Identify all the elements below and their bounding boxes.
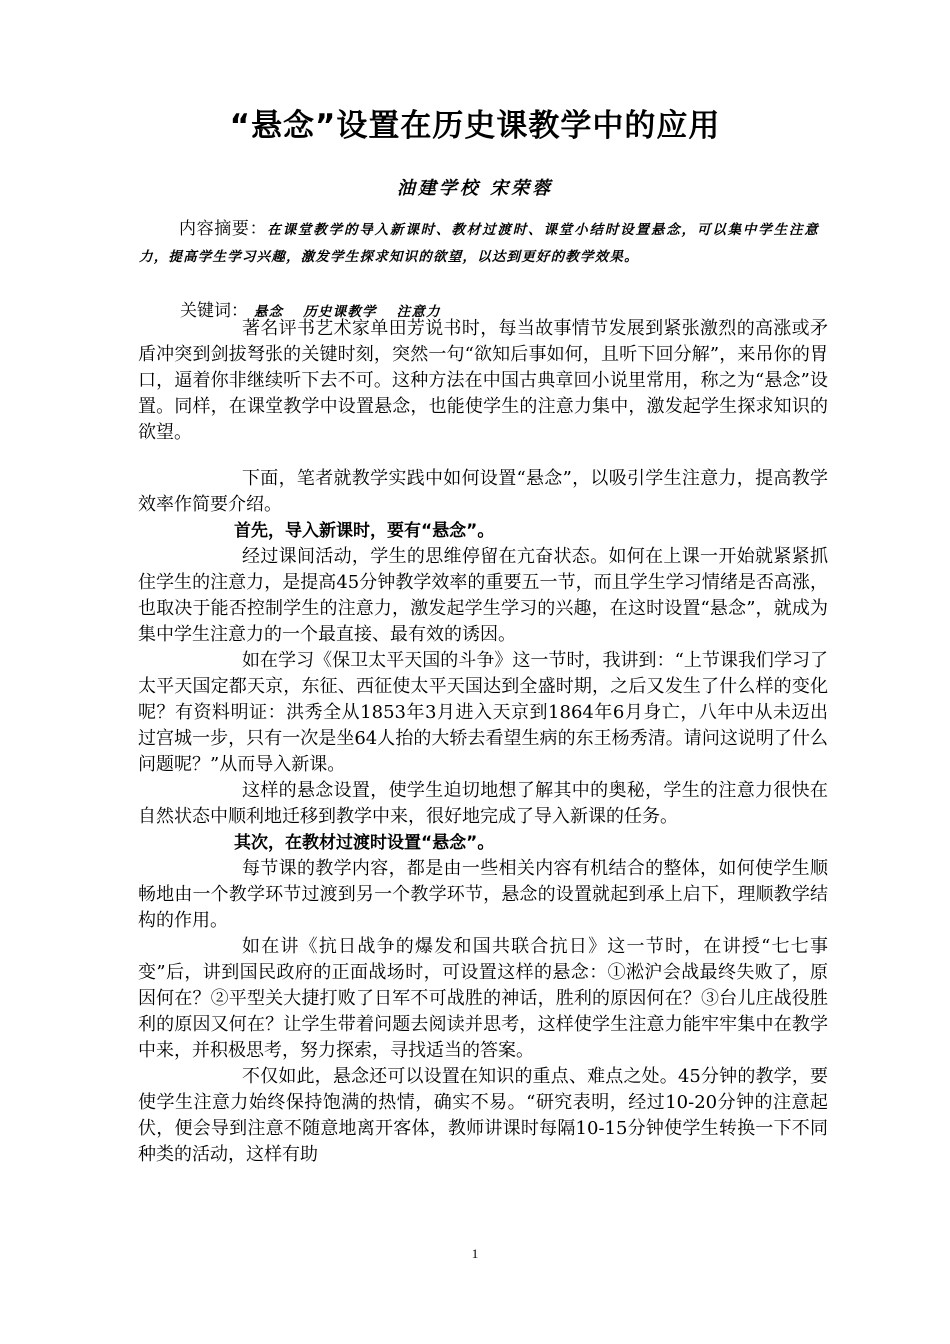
keyword-item: 悬念 xyxy=(253,304,284,320)
document-title: “悬念”设置在历史课教学中的应用 xyxy=(229,108,721,144)
keyword-item: 历史课教学 xyxy=(303,304,377,320)
keyword-item: 注意力 xyxy=(396,304,441,320)
paragraph: 下面，笔者就教学实践中如何设置“悬念”，以吸引学生注意力，提高教学效率作简要介绍。 xyxy=(138,468,828,515)
paragraph: 经过课间活动，学生的思维停留在亢奋状态。如何在上课一开始就紧紧抓住学生的注意力，是提高45分钟教学效率的重要五一节，而且学生学习情绪是否高涨，也取决于能否控制学生的注意力，激发起学生学习的兴趣，在这时设置“悬念”，就成为集中学生注意力的一个最直接、最有效的诱因。 xyxy=(138,546,828,645)
keywords-label: 关键词： xyxy=(180,301,248,321)
abstract xyxy=(139,216,819,271)
page-number: 1 xyxy=(471,1246,479,1261)
paragraph: 这样的悬念设置，使学生迫切地想了解其中的奥秘，学生的注意力很快在自然状态中顺利地迁移到教学中来，很好地完成了导入新课的任务。 xyxy=(138,780,828,827)
abstract-text: 在课堂教学的导入新课时、教材过渡时、课堂小结时设置悬念，可以集中学生注意力，提高学生学习兴趣，激发学生探求知识的欲望，以达到更好的教学效果。 xyxy=(139,222,820,265)
section-heading: 其次，在教材过渡时设置“悬念”。 xyxy=(234,833,495,853)
body-text xyxy=(138,316,828,1168)
paragraph: 著名评书艺术家单田芳说书时，每当故事情节发展到紧张激烈的高涨或矛盾冲突到剑拔弩张的关键时刻，突然一句“欲知后事如何，且听下回分解”，来吊你的胃口，逼着你非继续听下去不可。这种方法在中国古典章回小说里常用，称之为“悬念”设置。同样，在课堂教学中设置悬念，也能使学生的注意力集中，激发起学生探求知识的欲望。 xyxy=(138,318,828,443)
section-heading: 首先，导入新课时，要有“悬念”。 xyxy=(234,521,495,541)
abstract-label: 内容摘要： xyxy=(179,219,268,239)
paragraph: 如在讲《抗日战争的爆发和国共联合抗日》这一节时，在讲授“七七事变”后，讲到国民政府的正面战场时，可设置这样的悬念：①淞沪会战最终失败了，原因何在？②平型关大捷打败了日军不可战胜的神话，胜利的原因何在？③台儿庄战役胜利的原因又何在？让学生带着问题去阅读并思考，这样使学生注意力能牢牢集中在教学中来，并积极思考，努力探索，寻找适当的答案。 xyxy=(138,936,828,1061)
author-line: 油建学校 宋荣蓉 xyxy=(396,178,554,199)
paragraph: 每节课的教学内容，都是由一些相关内容有机结合的整体，如何使学生顺畅地由一个教学环节过渡到另一个教学环节，悬念的设置就起到承上启下，理顺教学结构的作用。 xyxy=(138,858,828,931)
paragraph: 如在学习《保卫太平天国的斗争》这一节时，我讲到：“上节课我们学习了太平天国定都天京，东征、西征使太平天国达到全盛时期，之后又发生了什么样的变化呢？有资料明证：洪秀全从1853年3月进入天京到1864年6月身亡，八年中从未迈出过宫城一步，只有一次是坐64人抬的大轿去看望生病的东王杨秀清。请问这说明了什么问题呢？”从而导入新课。 xyxy=(138,650,828,775)
paragraph: 不仅如此，悬念还可以设置在知识的重点、难点之处。45分钟的教学，要使学生注意力始终保持饱满的热情，确实不易。“研究表明，经过10-20分钟的注意起伏，便会导到注意不随意地离开客体，教师讲课时每隔10-15分钟使学生转换一下不同种类的活动，这样有助 xyxy=(138,1066,828,1165)
